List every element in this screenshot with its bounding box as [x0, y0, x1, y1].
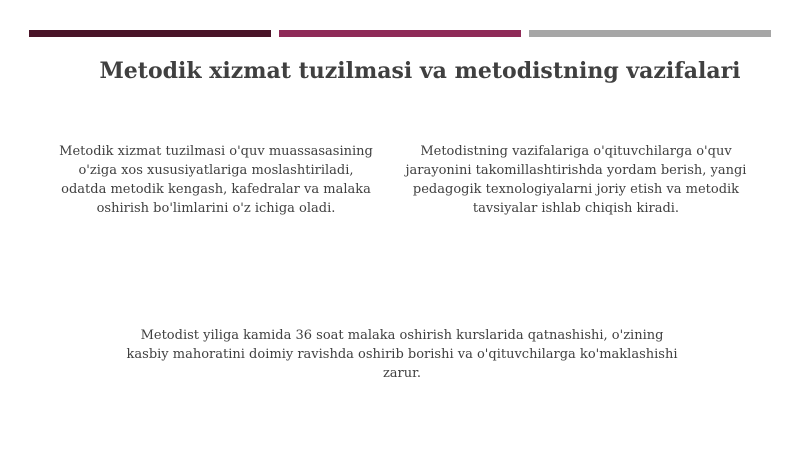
right-text-block: Metodistning vazifalariga o'qituvchilarga o'quv jarayonini takomillashtirishda yordam berish, yangi pedagogik texnologiyalarni joriy etish va metodik tavsiyalar ishlab chiqish kiradi.	[405, 144, 747, 216]
slide-title: Metodik xizmat tuzilmasi va metodistning vazifalari	[99, 58, 741, 84]
bottom-text-block: Metodist yiliga kamida 36 soat malaka oshirish kurslarida qatnashishi, o'zining kasbiy mahoratini doimiy ravishda oshirib borishi va o'qituvchilarga ko'maklashishi zarur.	[126, 328, 678, 381]
left-text-block: Metodik xizmat tuzilmasi o'quv muassasasining o'ziga xos xususiyatlariga moslashtiriladi, odatda metodik kengash, kafedralar va malaka oshirish bo'limlarini o'z ichiga oladi.	[59, 144, 373, 216]
accent-bar-dark	[29, 30, 271, 37]
accent-bar-gray	[529, 30, 771, 37]
accent-bar-magenta	[279, 30, 521, 37]
